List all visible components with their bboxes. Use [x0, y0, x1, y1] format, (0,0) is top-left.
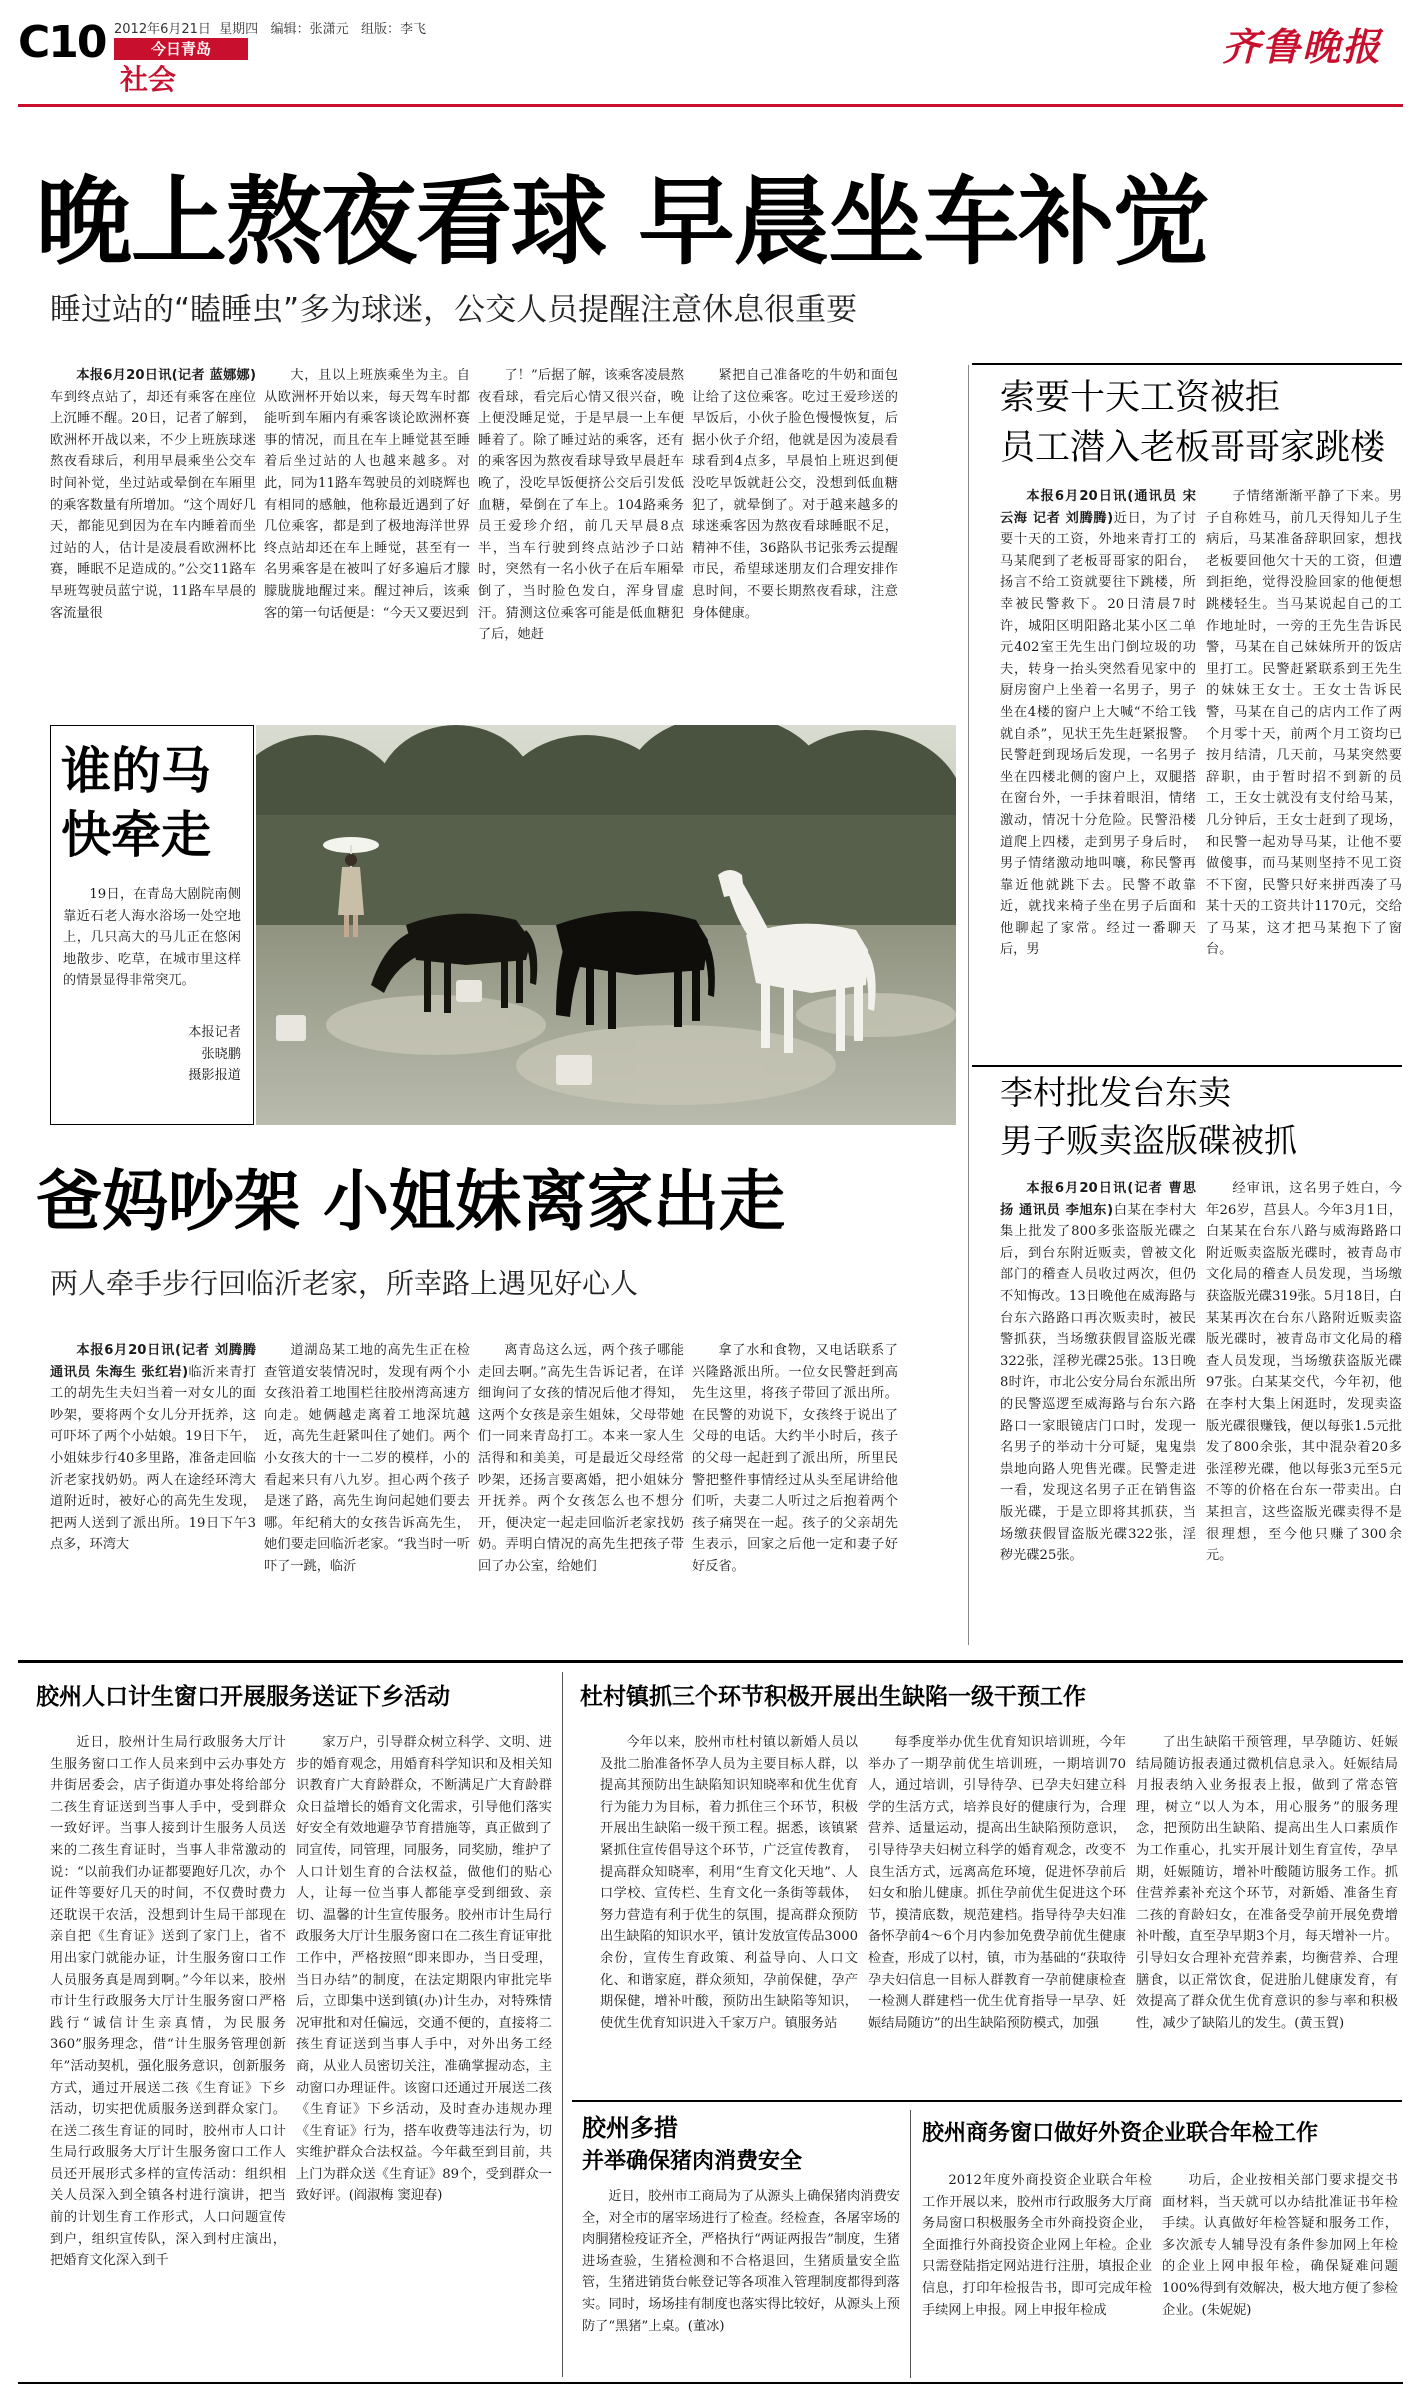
- right-column-top-rule: [972, 363, 1402, 365]
- foreign-trade-headline: 胶州商务窗口做好外资企业联合年检工作: [922, 2121, 1319, 2146]
- horses-photo: [256, 725, 956, 1125]
- lower-ads-rule: [572, 2100, 1402, 2102]
- lead-headline: 晚上熬夜看球 早晨坐车补觉: [36, 166, 1209, 278]
- foreign-trade-column-2: 功后，企业按相关部门要求提交书面材料，当天就可以办结批准证书年检手续。认真做好年检答疑和服务工作，多次派专人辅导没有条件参加网上年检的企业上网申报年检，确保疑难问题100%得到有效解决，极大地方便了参检企业。(朱妮妮): [1162, 2173, 1398, 2318]
- page-number: C10: [18, 17, 106, 68]
- foreign-trade-column-1: 2012年度外商投资企业联合年检工作开展以来，胶州市行政服务大厅商务局窗口积极服务全市外商投资企业，全面推行外商投资企业网上年检。企业只需登陆指定网站进行注册，填报企业信息，打印年检报告书，即可完成年检手续网上申报。网上申报年检成: [922, 2173, 1152, 2318]
- photo-title-line2: 快牵走: [61, 806, 211, 864]
- photo-credit: 本报记者 张晓鹏 摄影报道: [188, 1025, 241, 1084]
- family-planning-column-1: 近日，胶州计生局行政服务大厅计生服务窗口工作人员来到中云办事处方井街居委会，店子街道办事处将给部分二孩生育证送到当事人手中，受到群众一致好评。当事人接到计生服务人员送来的二孩生育证时，当事人非常激动的说：“以前我们办证都要跑好几次，办个证件等要好几天的时间，不仅费时费力还耽误干农活，没想到计生局干部现在亲自把《生育证》送到了家门上，省不用出家门就能办证，计生服务窗口工作人员服务真是周到啊。”今年以来，胶州市计生行政服务大厅计生服务窗口严格践行“诚信计生亲真情，为民服务360”服务理念，借“计生服务管理创新年”活动契机，强化服务意识，创新服务方式，通过开展送二孩《生育证》下乡活动，切实把优质服务送到群众家门。在送二孩生育证的同时，胶州市人口计生局行政服务大厅计生服务窗口工作人员还开展形式多样的宣传活动：组织相关人员深入到全镇各村进行演讲，把当前的计划生育工作形式，人口问题宣传到户，组织宣传队，深入到村庄演出，把婚育文化深入到千: [50, 1735, 286, 2269]
- bottom-section-rule: [18, 1660, 1403, 1663]
- birth-defect-headline: 杜村镇抓三个环节积极开展出生缺陷一级干预工作: [580, 1684, 1086, 1710]
- photo-caption: 19日，在青岛大剧院南侧靠近石老人海水浴场一处空地上，几只高大的马儿正在悠闲地散步、吃草，在城市里这样的情景显得非常突兀。: [63, 887, 241, 989]
- masthead-rule: [18, 104, 1403, 107]
- issue-date: [114, 18, 426, 37]
- pork-column-1: 近日，胶州市工商局为了从源头上确保猪肉消费安全，对全市的屠宰场进行了检查。经检查，各屠宰场的肉胴猪检疫证齐全，严格执行“两证两报告”制度，生猪进场查验，生猪检测和不合格退回，生猪质量安全监管，生猪进销货台帐登记等各项准入管理制度都得到落实。同时，场场挂有制度也落实得比较好，从源头上预防了“黑猪”上桌。(董冰): [582, 2189, 900, 2334]
- weekday: 星期四: [219, 22, 259, 37]
- lower-ads-divider: [910, 2110, 911, 2378]
- pork-headline-line2: 并举确保猪肉消费安全: [582, 2149, 803, 2174]
- editor: 编辑：张潇元: [270, 22, 349, 37]
- runaway-byline: 本报6月20日讯(记者 刘腾腾 通讯员 朱海生 张红岩): [50, 1343, 256, 1380]
- family-planning-column-2: 家万户，引导群众树立科学、文明、进步的婚育观念，用婚育科学知识和及相关知识教育广大育龄群众，不断满足广大育龄群众日益增长的婚育文化需求，引导他们落实好安全有效地避孕节育措施等，真正做到了同宣传，同管理，同服务，同奖励，维护了人口计划生育的合法权益，做他们的贴心人，让每一位当事人都能享受到细致、亲切、温馨的计生宣传服务。胶州市计生局行政服务大厅计生服务窗口在二孩生育证审批工作中，严格按照“即来即办，当日受理，当日办结”的制度，在法定期限内审批完毕后，立即集中送到镇(办)计生办，对特殊情况审批和对任偏远，交通不便的，直接将二孩生育证送到当事人手中，对外出务工经商，从业人员密切关注，准确掌握动态，主动窗口办理证件。该窗口还通过开展送二孩《生育证》下乡活动，及时查办违规办理《生育证》行为，搭车收费等违法行为，切实维护群众合法权益。今年截至到目前，共上门为群众送《生育证》89个，受到群众一致好评。(阎淑梅 窦迎春): [296, 1735, 552, 2204]
- date: 2012年6月21日: [114, 22, 211, 37]
- wage-headline-line1: 索要十天工资被拒: [1000, 378, 1281, 418]
- lead-subhead: 睡过站的“瞌睡虫”多为球迷，公交人员提醒注意休息很重要: [50, 292, 858, 328]
- lead-byline: 本报6月20日讯(记者 蓝娜娜): [76, 368, 256, 383]
- photo-title-line1: 谁的马: [61, 742, 211, 800]
- wage-byline: 本报6月20日讯(通讯员 宋云海 记者 刘腾腾): [1000, 489, 1196, 526]
- birth-defect-column-3: 了出生缺陷干预管理，早孕随访、妊娠结局随访报表通过微机信息录入。妊娠结局月报表纳入业务报表上报，做到了常态管理，树立“以人为本，用心服务”的服务理念，把预防出生缺陷、提高出生人口素质作为工作重心，扎实开展计划生育宣传，孕早期，妊娠随访，增补叶酸随访服务工作。抓住营养素补充这个环节，对新婚、准备生育二孩的育龄妇女，在准备受孕前开展免费增补叶酸，直至孕早期3个月，每天增补一片。引导妇女合理补充营养素，均衡营养、合理膳食，以正常饮食，促进胎儿健康发育，有效提高了群众优生优育意识的参与率和积极性，减少了缺陷儿的发生。(黄玉賀): [1136, 1735, 1398, 2031]
- section-name: 社会: [120, 63, 177, 96]
- lead-column-3: 了！”后据了解，该乘客凌晨熬夜看球，看完后心情又很兴奋，晚上便没睡足觉，于是早晨一上车便睡着了。除了睡过站的乘客，还有的乘客因为熬夜看球导致早晨赶车晚了，没吃早饭便挤公交后引发低血糖，晕倒在了车上。104路乘务员王爱珍介绍，前几天早晨8点半，当车行驶到终点站沙子口站时，突然有一名小伙子在后车厢晕倒了，当时脸色发白，浑身冒虚汗。猜测这位乘客可能是低血糖犯了后，她赶: [478, 368, 684, 643]
- designer: 组版：李飞: [361, 22, 427, 37]
- dvd-byline: 本报6月20日讯(记者 曹思扬 通讯员 李旭东): [1000, 1181, 1196, 1218]
- dvd-column-1: 本报6月20日讯(记者 曹思扬 通讯员 李旭东)白某在李村大集上批发了800多张盗版光碟之后，到台东附近贩卖，曾被文化部门的稽查人员收过两次，但仍不知悔改。13日晚他在威海路与台东六路路口再次贩卖时，被民警抓获，当场缴获假冒盗版光碟322张，淫秽光碟25张。13日晚8时许，市北公安分局台东派出所的民警巡逻至威海路与台东六路路口一家眼镜店门口时，发现一名男子的举动十分可疑，鬼鬼祟祟地向路人兜售光碟。民警走进一看，发现这名男子正在销售盗版光碟，于是立即将其抓获，当场缴获假冒盗版光碟322张，淫秽光碟25张。: [1000, 1181, 1196, 1564]
- runaway-column-2: 道湖岛某工地的高先生正在检查管道安装情况时，发现有两个小女孩沿着工地围栏往胶州湾高速方向走。她俩越走离着工地深坑越近，高先生赶紧叫住了她们。两个小女孩大的十一二岁的模样，小的看起来只有八九岁。担心两个孩子是迷了路，高先生询问起她们要去哪。年纪稍大的女孩告诉高先生，她们要走回临沂老家。“我当时一听吓了一跳，临沂: [264, 1343, 470, 1574]
- page-bottom-rule: [18, 2382, 1403, 2384]
- pork-headline-line1: 胶州多措: [582, 2114, 678, 2142]
- edition-tag: 今日青岛: [114, 38, 248, 60]
- dvd-headline-line2: 男子贩卖盗版碟被抓: [1000, 1121, 1297, 1160]
- dvd-headline-line1: 李村批发台东卖: [1000, 1073, 1231, 1112]
- runaway-column-3: 离青岛这么远，两个孩子哪能走回去啊。”高先生告诉记者，在详细询问了女孩的情况后他才得知，这两个女孩是亲生姐妹，父母带她们一同来青岛打工。本来一家人生活得和和美美，可是最近父母经常吵架，还扬言要离婚，把小姐妹分开抚养。两个女孩怎么也不想分开，便决定一起走回临沂老家找奶奶。弄明白情况的高先生把孩子带回了办公室，给她们: [478, 1343, 684, 1574]
- runaway-headline: 爸妈吵架 小姐妹离家出走: [36, 1163, 785, 1240]
- paper-logo: 齐鲁晚报: [1222, 24, 1383, 69]
- birth-defect-column-2: 每季度举办优生优育知识培训班，今年举办了一期孕前优生培训班，一期培训70人，通过培训，引导待孕、已孕夫妇建立科学的生活方式，培养良好的健康行为，合理营养、适量运动，提高出生缺陷预防意识，引导待孕夫妇树立科学的婚育观念，改变不良生活方式，远离高危环境，促进怀孕前后妇女和胎儿健康。抓住孕前优生促进这个环节，摸清底数，规范建档。指导待孕夫妇准备怀孕前4～6个月内参加免费孕前优生健康检查，形成了以村，镇，市为基础的“获取待孕夫妇信息一目标人群教育一孕前健康检查一检测人群建档一优生优育指导一早孕、妊娠结局随访”的出生缺陷预防模式，加强: [868, 1735, 1126, 2031]
- runaway-column-1: 本报6月20日讯(记者 刘腾腾 通讯员 朱海生 张红岩)临沂来青打工的胡先生夫妇当着一对女儿的面吵架，要将两个女儿分开抚养，这可吓坏了两个小姑娘。19日下午，小姐妹步行40多里路，准备走回临沂老家找奶奶。两人在途经环湾大道附近时，被好心的高先生发现，把两人送到了派出所。19日下午3点多，环湾大: [50, 1343, 256, 1553]
- wage-column-2: 子情绪渐渐平静了下来。男子自称姓马，前几天得知儿子生病后，马某准备辞职回家，想找老板要回他欠十天的工资，但遭到拒绝，觉得没脸回家的他便想跳楼轻生。当马某说起自己的工作地址时，一旁的王先生告诉民警，马某在自己妹妹所开的饭店里打工。民警赶紧联系到王先生的妹妹王女士。王女士告诉民警，马某在自己的店内工作了两个月零十天，前两个月工资均已按月结清，几天前，马某突然要辞职，由于暂时招不到新的员工，王女士就没有支付给马某，几分钟后，王女士赶到了现场，和民警一起劝导马某，让他不要做傻事，而马某则坚持不见工资不下窗，民警只好来拼西凑了马某十天的工资共计1170元，交给了马某，这才把马某抱下了窗台。: [1206, 489, 1402, 958]
- horses-photo-graphic: [256, 725, 956, 1125]
- wage-headline-line2: 员工潜入老板哥哥家跳楼: [1000, 428, 1386, 468]
- bottom-section-divider: [562, 1672, 563, 2377]
- lead-column-2: 大，且以上班族乘坐为主。自从欧洲杯开始以来，每天驾车时都能听到车厢内有乘客谈论欧洲杯赛事的情况，而且在车上睡觉甚至睡着后坐过站的人也越来越多。对此，同为11路车驾驶员的刘晓辉也有相同的感触，他称最近遇到了好几位乘客，都是到了极地海洋世界终点站却还在车上睡觉，甚至有一名男乘客是在被叫了好多遍后才朦朦胧胧地醒过来。醒过神后，该乘客的第一句话便是：“今天又要迟到: [264, 368, 470, 621]
- birth-defect-column-1: 今年以来，胶州市杜村镇以新婚人员以及批二胎准备怀孕人员为主要目标人群，以提高其预防出生缺陷知识知晓率和优生优育行为能力为目标，着力抓住三个环节，积极开展出生缺陷一级干预工程。据悉，该镇紧紧抓住宣传倡导这个环节，广泛宣传教育，提高群众知晓率，利用“生育文化天地”、人口学校、宣传栏、生育文化一条街等载体，努力营造有利于优生的氛围，提高群众预防出生缺陷的知识水平，镇计发放宣传品3000余份，宣传生育政策、利益导向、人口文化、和谐家庭，群众须知，孕前保健，孕产期保健，增补叶酸，预防出生缺陷等知识，使优生优育知识进入千家万户。镇服务站: [600, 1735, 858, 2031]
- family-planning-headline: 胶州人口计生窗口开展服务送证下乡活动: [36, 1684, 450, 1710]
- lead-column-1: 本报6月20日讯(记者 蓝娜娜)车到终点站了，却还有乘客在座位上沉睡不醒。20日，记者了解到，欧洲杯开战以来，不少上班族球迷熬夜看球后，利用早晨乘坐公交车时间补觉，坐过站或晕倒在车厢里的乘客数量有所增加。“这个周好几天，都能见到因为在车内睡着而坐过站的人，估计是凌晨看欧洲杯比赛，睡眠不足造成的。”公交11路车早班驾驶员蓝宁说，11路车早晨的客流量很: [50, 368, 256, 621]
- wage-column-1: 本报6月20日讯(通讯员 宋云海 记者 刘腾腾)近日，为了讨要十天的工资，外地来青打工的马某爬到了老板哥哥家的阳台，扬言不给工资就要往下跳楼，所幸被民警救下。20日清晨7时许，城阳区明阳路北某小区二单元402室王先生出门倒垃圾的功夫，转身一抬头突然看见家中的厨房窗户上坐着一名男子，男子坐在4楼的窗户上大喊“不给工钱就自杀”，见状王先生赶紧报警。民警赶到现场后发现，一名男子坐在四楼北侧的窗户上，双腿搭在窗台外，一手抹着眼泪，情绪激动，情况十分危险。民警沿楼道爬上四楼，走到男子身后时，男子情绪激动地叫嚷，称民警再靠近他就跳下去。民警不敢靠近，就找来椅子坐在男子后面和他聊起了家常。经过一番聊天后，男: [1000, 489, 1196, 958]
- photo-title-box: [50, 725, 254, 1125]
- dvd-top-rule: [972, 1065, 1402, 1067]
- right-column-divider: [968, 365, 969, 1645]
- dvd-column-2: 经审讯，这名男子姓白，今年26岁，莒县人。今年3月1日，白某某在台东八路与威海路路口附近贩卖盗版光碟时，被青岛市文化局的稽查人员发现，当场缴获盗版光碟319张。5月18日，白某某再次在台东八路附近贩卖盗版光碟时，被青岛市文化局的稽查人员发现，当场缴获盗版光碟97张。白某某交代，今年初，他在李村大集上闲逛时，发现卖盗版光碟很赚钱，便以每张1.5元批发了800余张，其中混杂着20多张淫秽光碟，他以每张3元至5元不等的价格在台东一带卖出。白某担言，这些盗版光碟卖得不是很理想，至今他只赚了300余元。: [1206, 1181, 1402, 1564]
- runaway-column-4: 拿了水和食物，又电话联系了兴隆路派出所。一位女民警赶到高先生这里，将孩子带回了派出所。在民警的劝说下，女孩终于说出了父母的电话。大约半小时后，孩子的父母一起赶到了派出所，所里民警把整件事情经过从头至尾讲给他们听，夫妻二人听过之后抱着两个孩子痛哭在一起。孩子的父亲胡先生表示，回家之后他一定和妻子好好反省。: [692, 1343, 898, 1574]
- lead-column-4: 紧把自己准备吃的牛奶和面包让给了这位乘客。吃过王爱珍送的早饭后，小伙子脸色慢慢恢复，后据小伙子介绍，他就是因为凌晨看球看到4点多，早晨怕上班迟到便没吃早饭就赶公交，没想到低血糖犯了，就晕倒了。对于越来越多的球迷乘客因为熬夜看球睡眠不足，精神不佳，36路队书记张秀云提醒市民，希望球迷朋友们合理安排作息时间，不要长期熬夜看球，注意身体健康。: [692, 368, 898, 621]
- runaway-subhead: 两人牵手步行回临沂老家，所幸路上遇见好心人: [50, 1267, 639, 1300]
